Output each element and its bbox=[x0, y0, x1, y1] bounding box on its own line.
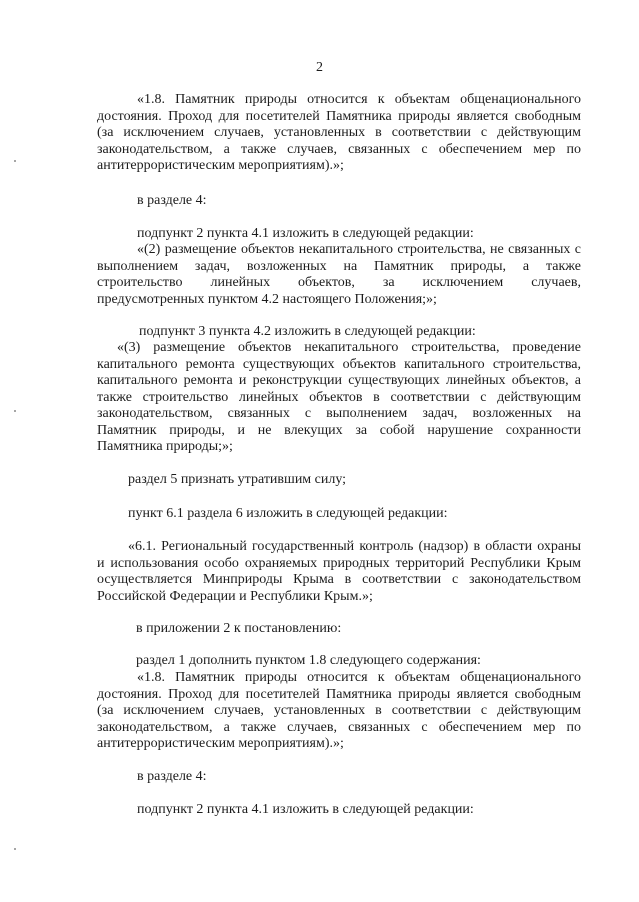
text-line: антитеррористическим мероприятиям).»; bbox=[97, 736, 344, 751]
text-line: осуществляется Минприроды Крыма в соответствии с законодательством bbox=[97, 572, 581, 587]
text-line: капитального ремонта и реконструкции существующих линейных объектов, а bbox=[97, 373, 581, 388]
text-line: (за исключением случаев, установленных в соответствии с действующим bbox=[97, 703, 581, 718]
text-line: «6.1. Региональный государственный контроль (надзор) в области охраны bbox=[128, 539, 581, 554]
paragraph-2 bbox=[97, 242, 581, 308]
scan-speck bbox=[14, 848, 16, 850]
text-line: и использования особо охраняемых природных территорий Республики Крым bbox=[97, 555, 581, 571]
instruction-line: в приложении 2 к постановлению: bbox=[136, 621, 342, 636]
instruction-line: раздел 5 признать утратившим силу; bbox=[128, 472, 347, 487]
text-line: также строительство линейных объектов в соответствии с действующим bbox=[97, 389, 581, 405]
text-line: предусмотренных пунктом 4.2 настоящего Положения;»; bbox=[97, 291, 437, 307]
paragraph-1-8 bbox=[97, 92, 581, 175]
instruction-line: подпункт 2 пункта 4.1 изложить в следующей редакции: bbox=[137, 802, 474, 817]
text-line: «(3) размещение объектов некапитального строительства, проведение bbox=[117, 340, 581, 355]
text-line: Памятник природы, и не влекущих за собой нарушение сохранности bbox=[97, 422, 581, 438]
scan-speck bbox=[14, 410, 16, 412]
scan-speck bbox=[14, 160, 16, 162]
text-line: капитального ремонта существующих объектов капитального строительства, bbox=[97, 356, 581, 372]
text-line: достояния. Проход для посетителей Памятника природы является свободным bbox=[97, 108, 581, 124]
instruction-line: подпункт 2 пункта 4.1 изложить в следующей редакции: bbox=[137, 226, 474, 241]
instruction-line: пункт 6.1 раздела 6 изложить в следующей редакции: bbox=[128, 506, 448, 521]
instruction-line: раздел 1 дополнить пунктом 1.8 следующего содержания: bbox=[136, 653, 481, 668]
text-line: «1.8. Памятник природы относится к объектам общенационального bbox=[137, 92, 581, 107]
text-line: «1.8. Памятник природы относится к объектам общенационального bbox=[137, 670, 581, 685]
section-heading: в разделе 4: bbox=[137, 193, 207, 208]
section-heading: в разделе 4: bbox=[137, 769, 207, 784]
text-line: законодательством, связанных с выполнением задач, возложенных на bbox=[97, 406, 581, 421]
paragraph-1-8 bbox=[97, 670, 581, 753]
text-line: строительство линейных объектов, за исключением случаев, bbox=[97, 275, 581, 290]
text-line: «(2) размещение объектов некапитального строительства, не связанных с bbox=[137, 242, 581, 257]
text-line: законодательством, а также случаев, связанных с обеспечением мер по bbox=[97, 141, 581, 157]
text-line: выполнением задач, возложенных на Памятник природы, а также bbox=[97, 258, 581, 274]
page-number: 2 bbox=[316, 60, 323, 75]
text-line: Памятника природы;»; bbox=[97, 439, 233, 454]
instruction-line: подпункт 3 пункта 4.2 изложить в следующей редакции: bbox=[139, 324, 476, 339]
text-line: законодательством, а также случаев, связанных с обеспечением мер по bbox=[97, 719, 581, 735]
text-line: антитеррористическим мероприятиям).»; bbox=[97, 158, 344, 173]
paragraph-6-1 bbox=[97, 539, 581, 605]
text-line: (за исключением случаев, установленных в соответствии с действующим bbox=[97, 125, 581, 140]
text-line: достояния. Проход для посетителей Памятника природы является свободным bbox=[97, 686, 581, 702]
paragraph-3 bbox=[97, 340, 581, 456]
text-line: Российской Федерации и Республики Крым.»; bbox=[97, 588, 373, 604]
